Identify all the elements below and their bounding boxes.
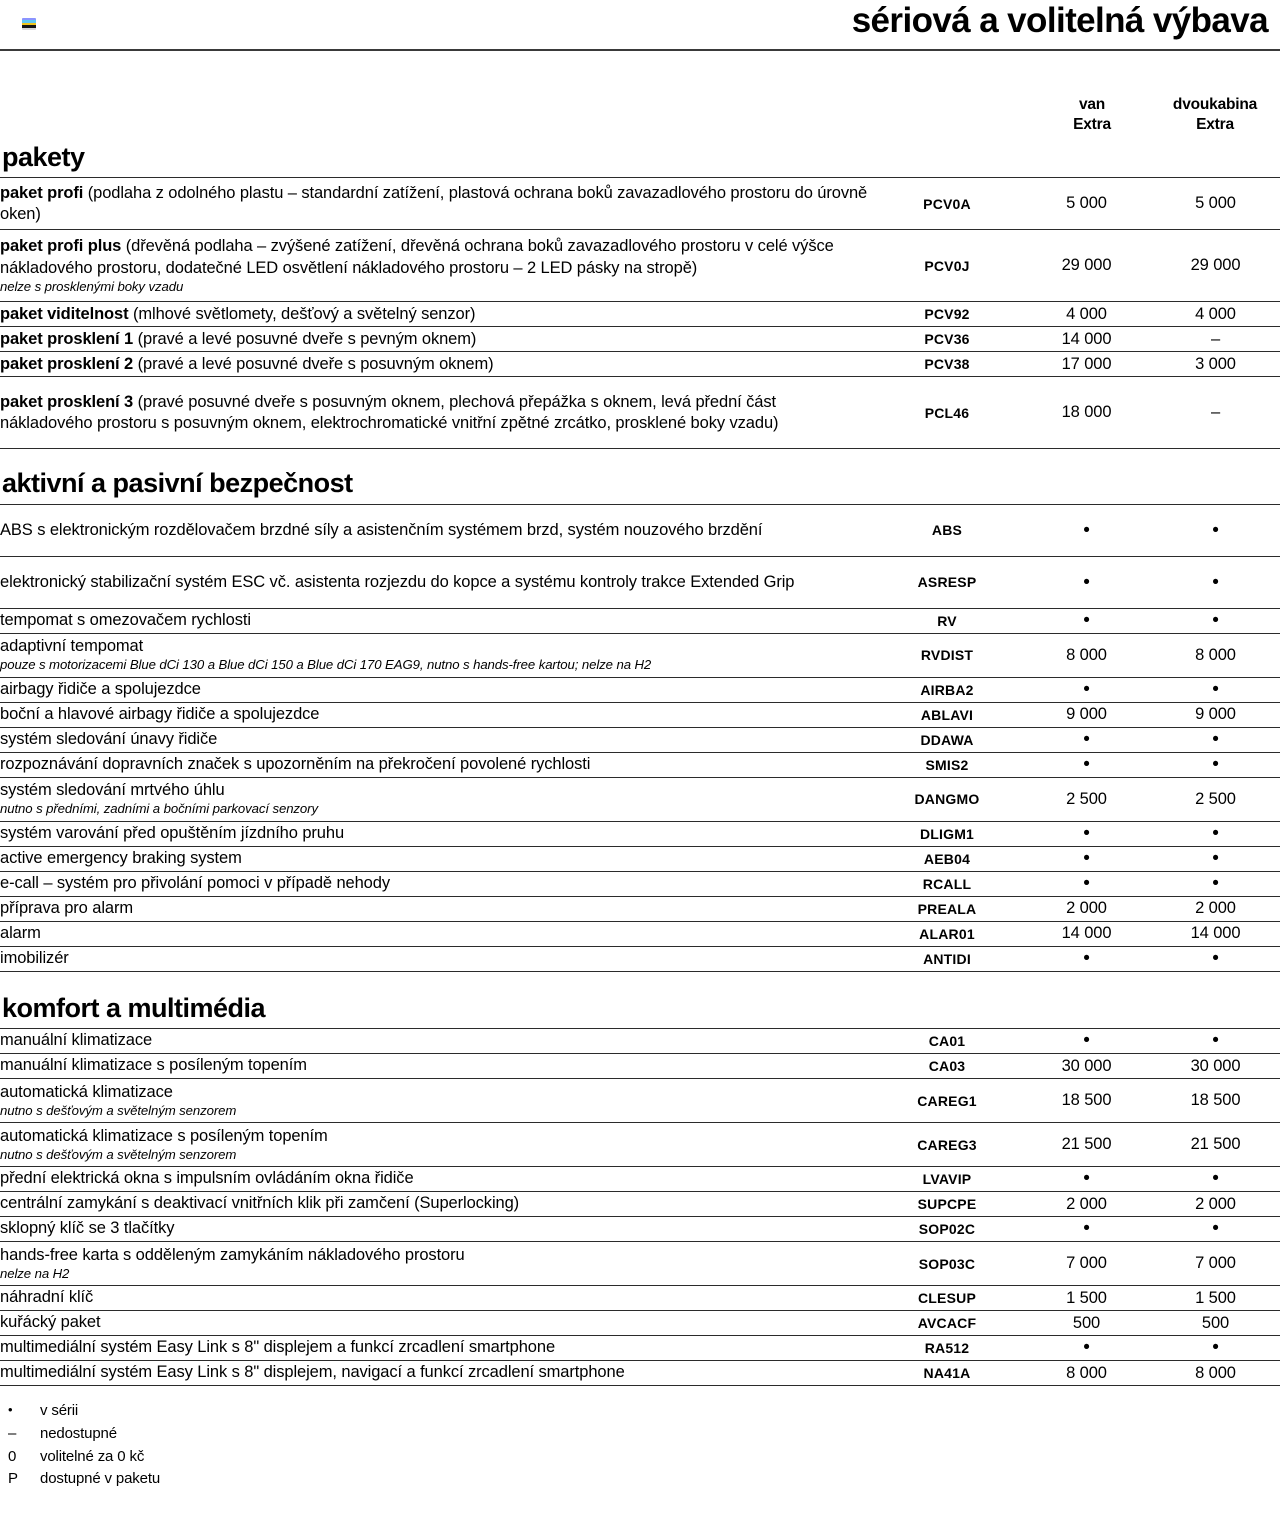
- legend-item: [8, 1446, 1280, 1469]
- table-row: [0, 896, 1280, 921]
- row-option-code: CA01: [928, 1033, 966, 1050]
- row-option-code: SOP03C: [918, 1255, 976, 1272]
- row-option-code: PCV0A: [923, 195, 971, 212]
- row-description-text: manuální klimatizace: [0, 1031, 153, 1050]
- row-description-text: (pravé a levé posuvné dveře s pevným oknem): [133, 329, 477, 348]
- row-value-dvoukabina: •: [1212, 729, 1219, 751]
- table-row: [0, 633, 1280, 677]
- row-value-van: •: [1083, 610, 1090, 632]
- row-option-code: AVCACF: [917, 1315, 977, 1332]
- row-value-van: 8 000: [1066, 1363, 1107, 1382]
- row-description: [0, 327, 872, 352]
- row-description: [0, 556, 872, 608]
- row-description-text: boční a hlavové airbagy řidiče a spolujezdce: [0, 705, 320, 724]
- row-value-van: •: [1083, 1337, 1090, 1359]
- row-description-text: centrální zamykání s deaktivací vnitřních klik při zamčení (Superlocking): [0, 1194, 520, 1213]
- row-description-text: (pravé a levé posuvné dveře s posuvným oknem): [133, 354, 494, 373]
- section-title-bezpecnost: aktivní a pasivní bezpečnost: [2, 468, 353, 499]
- row-description: [0, 633, 872, 677]
- column-header-dvoukabina-line1: dvoukabina: [1172, 96, 1258, 113]
- row-description: [0, 352, 872, 377]
- row-note: nelze na H2: [0, 1265, 70, 1281]
- row-description: [0, 946, 872, 971]
- row-description-text: (mlhové světlomety, dešťový a světelný senzor): [128, 304, 476, 323]
- row-description-text: airbagy řidiče a spolujezdce: [0, 680, 201, 699]
- row-description-text: active emergency braking system: [0, 849, 242, 868]
- row-description-text: přední elektrická okna s impulsním ovládáním okna řidiče: [0, 1169, 414, 1188]
- row-value-van: 18 500: [1061, 1091, 1112, 1110]
- row-value-van: 4 000: [1066, 304, 1107, 323]
- row-description-text: systém varování před opuštěním jízdního pruhu: [0, 824, 345, 843]
- column-header-dvoukabina: [1145, 95, 1280, 136]
- row-value-van: •: [1083, 754, 1090, 776]
- row-description: [0, 1123, 872, 1167]
- row-description: [0, 504, 872, 556]
- row-description-bold: paket profi: [0, 183, 84, 202]
- row-description-text: adaptivní tempomat: [0, 637, 144, 656]
- row-description: [0, 1336, 872, 1361]
- row-value-van: 14 000: [1061, 924, 1112, 943]
- row-value-van: •: [1083, 823, 1090, 845]
- row-description-bold: paket prosklení 2: [0, 354, 134, 373]
- page-header: [0, 0, 1280, 49]
- row-value-van: •: [1083, 848, 1090, 870]
- legend: [0, 1400, 1280, 1491]
- table-row: [0, 1361, 1280, 1386]
- row-value-van: •: [1083, 571, 1090, 593]
- row-description-text: náhradní klíč: [0, 1288, 94, 1307]
- row-value-dvoukabina: 3 000: [1195, 354, 1236, 373]
- row-option-code: ASRESP: [917, 574, 977, 591]
- row-value-dvoukabina: •: [1212, 679, 1219, 701]
- table-row: [0, 1242, 1280, 1286]
- row-description: [0, 1167, 872, 1192]
- row-option-code: CLESUP: [918, 1290, 976, 1307]
- row-option-code: PCV0J: [924, 257, 970, 274]
- row-description-text: příprava pro alarm: [0, 899, 134, 918]
- table-row: [0, 377, 1280, 449]
- row-value-dvoukabina: •: [1212, 873, 1219, 895]
- row-value-van: •: [1083, 1030, 1090, 1052]
- row-option-code: DANGMO: [914, 791, 980, 808]
- row-value-dvoukabina: 18 500: [1190, 1091, 1241, 1110]
- row-value-dvoukabina: 8 000: [1195, 645, 1236, 664]
- row-description-text: sklopný klíč se 3 tlačítky: [0, 1219, 175, 1238]
- row-value-van: 2 500: [1066, 789, 1107, 808]
- legend-symbol: •: [8, 1402, 13, 1418]
- row-value-dvoukabina: •: [1212, 571, 1219, 593]
- row-option-code: PCV92: [924, 306, 970, 323]
- table-row: [0, 846, 1280, 871]
- table-row: [0, 1054, 1280, 1079]
- legend-item: [8, 1468, 1280, 1491]
- row-value-van: 18 000: [1061, 403, 1112, 422]
- row-description-text: (dřevěná podlaha – zvýšené zatížení, dřevěná ochrana boků zavazadlového prostoru v celé výšce nákladového prostoru, dodatečné LED osvětlení nákladového prostoru – 2 LED pásky na stropě): [0, 237, 834, 277]
- row-option-code: SMIS2: [925, 756, 969, 773]
- row-option-code: CAREG3: [917, 1136, 977, 1153]
- row-description: [0, 1079, 872, 1123]
- row-description-bold: paket prosklení 1: [0, 329, 134, 348]
- row-description: [0, 702, 872, 727]
- row-value-dvoukabina: –: [1210, 403, 1221, 422]
- row-option-code: ALAR01: [919, 925, 975, 942]
- row-value-van: 17 000: [1061, 354, 1112, 373]
- row-description-text: automatická klimatizace s posíleným topením: [0, 1126, 328, 1145]
- legend-label: volitelné za 0 kč: [40, 1447, 145, 1465]
- row-description-text: elektronický stabilizační systém ESC vč. asistenta rozjezdu do kopce a systému kontroly trakce Extended Grip: [0, 572, 795, 591]
- row-value-dvoukabina: 1 500: [1195, 1288, 1236, 1307]
- row-description: [0, 871, 872, 896]
- row-description: [0, 608, 872, 633]
- table-row: [0, 752, 1280, 777]
- row-option-code: AIRBA2: [920, 681, 974, 698]
- row-value-van: 7 000: [1066, 1254, 1107, 1273]
- column-header-van: [1022, 95, 1162, 136]
- row-description-bold: paket viditelnost: [0, 304, 129, 323]
- row-option-code: AEB04: [923, 850, 971, 867]
- spec-sections: [0, 143, 1280, 1386]
- table-row: [0, 1286, 1280, 1311]
- column-header-van-line2: Extra: [1073, 116, 1111, 134]
- legend-symbol: –: [8, 1424, 17, 1442]
- legend-item: [8, 1423, 1280, 1446]
- row-option-code: PREALA: [917, 900, 977, 917]
- row-description-text: systém sledování mrtvého úhlu: [0, 781, 225, 800]
- row-value-dvoukabina: •: [1212, 1337, 1219, 1359]
- row-description: [0, 1361, 872, 1386]
- row-note: nutno s dešťovým a světelným senzorem: [0, 1102, 237, 1118]
- row-option-code: RV: [937, 612, 957, 629]
- row-value-van: 2 000: [1066, 1194, 1107, 1213]
- row-value-van: 8 000: [1066, 645, 1107, 664]
- row-value-dvoukabina: •: [1212, 823, 1219, 845]
- row-value-van: •: [1083, 1168, 1090, 1190]
- spec-table-bezpecnost: [0, 504, 1280, 972]
- row-description-text: manuální klimatizace s posíleným topením: [0, 1056, 307, 1075]
- row-value-dvoukabina: 21 500: [1190, 1135, 1241, 1154]
- row-value-dvoukabina: 4 000: [1195, 304, 1236, 323]
- row-description: [0, 846, 872, 871]
- row-value-dvoukabina: 500: [1201, 1313, 1230, 1332]
- row-value-van: •: [1083, 873, 1090, 895]
- table-row: [0, 352, 1280, 377]
- row-description-text: hands-free karta s odděleným zamykáním nákladového prostoru: [0, 1245, 465, 1264]
- row-option-code: RCALL: [922, 875, 972, 892]
- column-header-dvoukabina-line2: Extra: [1196, 116, 1234, 134]
- table-row: [0, 504, 1280, 556]
- table-row: [0, 1336, 1280, 1361]
- row-option-code: SOP02C: [918, 1221, 976, 1238]
- row-description: [0, 1029, 872, 1054]
- table-row: [0, 946, 1280, 971]
- table-row: [0, 1217, 1280, 1242]
- row-value-dvoukabina: 5 000: [1195, 194, 1236, 213]
- row-option-code: CAREG1: [917, 1092, 977, 1109]
- row-description-bold: paket profi plus: [0, 237, 122, 256]
- row-option-code: ABLAVI: [920, 706, 974, 723]
- row-description-bold: paket prosklení 3: [0, 392, 134, 411]
- table-row: [0, 608, 1280, 633]
- row-description: [0, 727, 872, 752]
- legend-label: dostupné v paketu: [40, 1470, 161, 1488]
- row-value-van: 5 000: [1066, 194, 1107, 213]
- row-value-van: 29 000: [1061, 256, 1112, 275]
- row-value-van: 1 500: [1066, 1288, 1107, 1307]
- row-option-code: ABS: [931, 522, 963, 539]
- table-row: [0, 727, 1280, 752]
- row-value-van: •: [1083, 679, 1090, 701]
- row-value-dvoukabina: •: [1212, 1218, 1219, 1240]
- spec-table-komfort: [0, 1028, 1280, 1386]
- table-row: [0, 1079, 1280, 1123]
- table-row: [0, 302, 1280, 327]
- row-value-dvoukabina: •: [1212, 848, 1219, 870]
- row-description-text: tempomat s omezovačem rychlosti: [0, 611, 251, 630]
- brand-stripes-logo: [22, 18, 36, 30]
- row-value-van: 500: [1072, 1313, 1101, 1332]
- row-option-code: CA03: [928, 1058, 966, 1075]
- row-value-dvoukabina: •: [1212, 610, 1219, 632]
- row-description-text: automatická klimatizace: [0, 1082, 173, 1101]
- row-description: [0, 921, 872, 946]
- row-option-code: SUPCPE: [917, 1196, 977, 1213]
- row-value-dvoukabina: 9 000: [1195, 705, 1236, 724]
- row-description: [0, 1242, 872, 1286]
- legend-symbol: P: [8, 1470, 18, 1488]
- row-option-code: NA41A: [923, 1365, 971, 1382]
- row-description: [0, 896, 872, 921]
- row-value-dvoukabina: •: [1212, 754, 1219, 776]
- table-row: [0, 556, 1280, 608]
- row-value-van: 30 000: [1061, 1056, 1112, 1075]
- row-description: [0, 1311, 872, 1336]
- legend-label: v sérii: [40, 1402, 79, 1420]
- row-description-text: e-call – systém pro přivolání pomoci v případě nehody: [0, 874, 390, 893]
- row-value-dvoukabina: 7 000: [1195, 1254, 1236, 1273]
- legend-item: [8, 1400, 1280, 1423]
- row-value-dvoukabina: •: [1212, 1168, 1219, 1190]
- row-value-van: 2 000: [1066, 899, 1107, 918]
- row-description: [0, 1217, 872, 1242]
- row-note: nutno s dešťovým a světelným senzorem: [0, 1146, 237, 1162]
- row-value-dvoukabina: •: [1212, 1030, 1219, 1052]
- row-value-dvoukabina: 2 000: [1195, 899, 1236, 918]
- table-row: [0, 1311, 1280, 1336]
- table-row: [0, 230, 1280, 302]
- row-description: [0, 377, 872, 449]
- row-option-code: LVAVIP: [922, 1171, 972, 1188]
- table-row: [0, 821, 1280, 846]
- page-title: sériová a volitelná výbava: [851, 1, 1268, 40]
- row-value-van: •: [1083, 948, 1090, 970]
- row-note: pouze s motorizacemi Blue dCi 130 a Blue dCi 150 a Blue dCi 170 EAG9, nutno s hands-free kartou; nelze na H2: [0, 657, 652, 673]
- table-row: [0, 1192, 1280, 1217]
- table-row: [0, 871, 1280, 896]
- row-note: nutno s předními, zadními a bočními parkovací senzory: [0, 801, 318, 817]
- row-description-text: (pravé posuvné dveře s posuvným oknem, plechová přepážka s oknem, levá přední část nákladového prostoru s posuvným oknem, elektrochromatické vnitřní zpětné zrcátko, prosklené boky vzadu): [0, 392, 779, 432]
- row-description: [0, 677, 872, 702]
- table-row: [0, 921, 1280, 946]
- row-value-van: 14 000: [1061, 329, 1112, 348]
- table-row: [0, 178, 1280, 230]
- row-value-dvoukabina: 2 000: [1195, 1194, 1236, 1213]
- column-headers: [0, 51, 1280, 134]
- row-value-van: •: [1083, 729, 1090, 751]
- table-row: [0, 327, 1280, 352]
- row-description-text: alarm: [0, 924, 41, 943]
- row-description: [0, 302, 872, 327]
- row-option-code: PCV36: [924, 331, 970, 348]
- row-description: [0, 752, 872, 777]
- row-value-dvoukabina: 30 000: [1190, 1056, 1241, 1075]
- row-option-code: RA512: [924, 1340, 970, 1357]
- row-description: [0, 1192, 872, 1217]
- row-description-text: (podlaha z odolného plastu – standardní zatížení, plastová ochrana boků zavazadlového prostoru do úrovně oken): [0, 183, 868, 223]
- row-value-dvoukabina: 2 500: [1195, 789, 1236, 808]
- row-value-dvoukabina: 29 000: [1190, 256, 1241, 275]
- row-value-dvoukabina: –: [1210, 329, 1221, 348]
- legend-label: nedostupné: [40, 1424, 117, 1442]
- row-option-code: DDAWA: [920, 731, 974, 748]
- row-value-dvoukabina: 14 000: [1190, 924, 1241, 943]
- row-option-code: ANTIDI: [923, 950, 971, 967]
- table-row: [0, 677, 1280, 702]
- table-row: [0, 702, 1280, 727]
- row-description: [0, 1286, 872, 1311]
- row-value-van: 9 000: [1066, 705, 1107, 724]
- row-value-van: •: [1083, 1218, 1090, 1240]
- row-description-text: multimediální systém Easy Link s 8" displejem a funkcí zrcadlení smartphone: [0, 1338, 556, 1357]
- row-value-van: •: [1083, 519, 1090, 541]
- table-row: [0, 1029, 1280, 1054]
- table-row: [0, 777, 1280, 821]
- row-description: [0, 1054, 872, 1079]
- row-value-van: 21 500: [1061, 1135, 1112, 1154]
- row-description: [0, 178, 872, 230]
- row-description-text: multimediální systém Easy Link s 8" displejem, navigací a funkcí zrcadlení smartphone: [0, 1363, 625, 1382]
- row-note: nelze s prosklenými boky vzadu: [0, 278, 184, 294]
- row-description: [0, 777, 872, 821]
- row-value-dvoukabina: •: [1212, 519, 1219, 541]
- legend-symbol: 0: [8, 1447, 17, 1465]
- row-description-text: imobilizér: [0, 949, 69, 968]
- row-description-text: systém sledování únavy řidiče: [0, 730, 218, 749]
- row-option-code: PCL46: [924, 404, 970, 421]
- row-value-dvoukabina: •: [1212, 948, 1219, 970]
- row-description-text: kuřácký paket: [0, 1313, 101, 1332]
- table-row: [0, 1167, 1280, 1192]
- row-description-text: rozpoznávání dopravních značek s upozorněním na překročení povolené rychlosti: [0, 755, 591, 774]
- spec-table-pakety: [0, 177, 1280, 449]
- row-option-code: PCV38: [924, 356, 970, 373]
- row-value-dvoukabina: 8 000: [1195, 1363, 1236, 1382]
- section-title-komfort: komfort a multimédia: [2, 992, 266, 1023]
- row-description-text: ABS s elektronickým rozdělovačem brzdné síly a asistenčním systémem brzd, systém nouzového brzdění: [0, 520, 763, 539]
- row-description: [0, 821, 872, 846]
- section-title-pakety: pakety: [2, 142, 85, 172]
- column-header-van-line1: van: [1078, 96, 1106, 113]
- row-description: [0, 230, 872, 302]
- row-option-code: DLIGM1: [919, 825, 975, 842]
- table-row: [0, 1123, 1280, 1167]
- row-option-code: RVDIST: [920, 647, 974, 664]
